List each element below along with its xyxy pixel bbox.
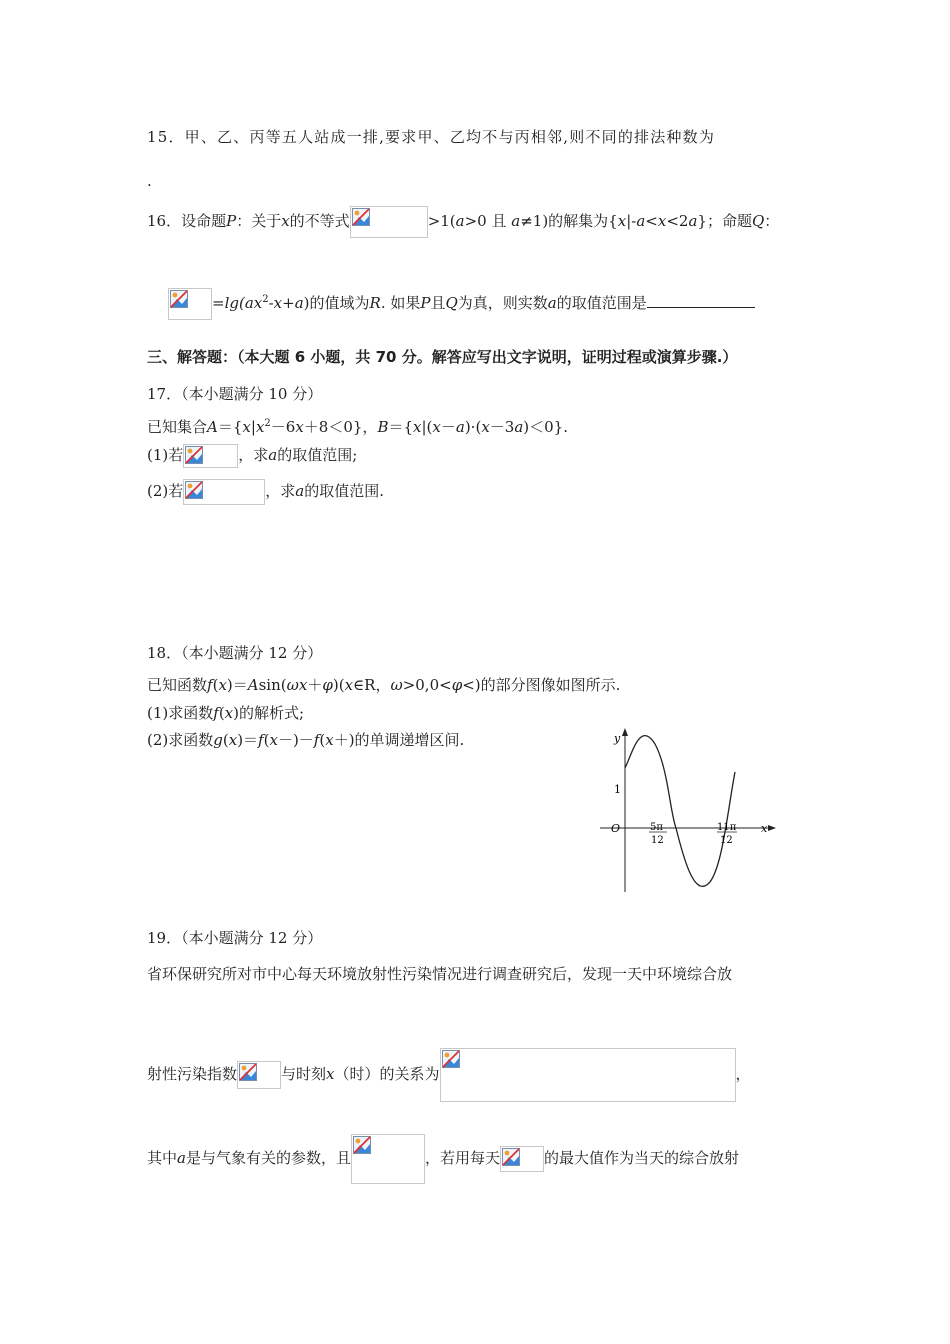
index-image — [237, 1061, 281, 1089]
q18-header: 18．（本小题满分 12 分） — [147, 644, 323, 662]
tick-5pi-num: 5π — [650, 822, 663, 833]
y-axis-arrow — [622, 728, 628, 736]
q15-tail: . — [147, 172, 152, 190]
q15-text: 15．甲、乙、丙等五人站成一排,要求甲、乙均不与丙相邻,则不同的排法种数为 — [147, 128, 716, 146]
q19-line3: 其中a是与气象有关的参数，且 ，若用每天 的最大值作为当天的综合放射 — [147, 1134, 739, 1184]
q18-stem: 已知函数f(x)＝Asin(ωx＋φ)(x∈R，ω>0,0<φ<)的部分图像如图所示. — [147, 676, 621, 694]
relation-formula-image — [440, 1048, 736, 1102]
broken-image-icon — [185, 446, 203, 464]
sine-curve — [625, 736, 735, 887]
q17-stem: 已知集合$A=\{x|x^2-6x+8<0\}$，B＝{x|(x－a)·(x－3a)＜0}. — [147, 418, 568, 436]
q16-line1: 16．设命题P：关于x的不等式 >1(a>0 且 a≠1)的解集为{x|-a<x<2a}；命题Q： — [147, 206, 779, 238]
y-tick-1: 1 — [614, 783, 621, 796]
broken-image-icon — [352, 208, 370, 226]
q15-line — [147, 126, 715, 148]
function-image — [168, 288, 212, 320]
broken-image-icon — [442, 1050, 460, 1068]
tick-5pi-den: 12 — [651, 835, 664, 846]
q18-part1: (1)求函数f(x)的解析式; — [147, 704, 305, 722]
parameter-range-image — [351, 1134, 425, 1184]
q17-part1: (1)若 ，求a的取值范围; — [147, 444, 357, 468]
section-heading: 三、解答题：（本大题 6 小题，共 70 分。解答应写出文字说明，证明过程或演算步骤.） — [147, 348, 738, 366]
function-symbol-image — [500, 1146, 544, 1172]
q18-part2: (2)求函数g(x)＝f(x－)－f(x＋)的单调递增区间. — [147, 731, 465, 749]
q17-header: 17．（本小题满分 10 分） — [147, 385, 323, 403]
broken-image-icon — [239, 1063, 257, 1081]
x-axis-arrow — [768, 825, 776, 831]
broken-image-icon — [353, 1136, 371, 1154]
q19-header: 19．（本小题满分 12 分） — [147, 929, 323, 947]
broken-image-icon — [502, 1148, 520, 1166]
broken-image-icon — [170, 290, 188, 308]
inequality-image — [350, 206, 428, 238]
x-axis-label: x — [761, 822, 768, 835]
q17-part2: (2)若 ，求a的取值范围. — [147, 479, 384, 505]
q16-line2: $=\lg(ax^2-x+a)$的值域为R. 如果P且Q为真，则实数a的取值范围是 — [168, 288, 755, 320]
y-axis-label: y — [614, 732, 621, 745]
tick-11pi-den: 12 — [720, 835, 733, 846]
condition-image-1 — [183, 444, 238, 468]
answer-blank[interactable] — [647, 291, 755, 308]
sine-graph — [590, 724, 780, 896]
q19-line1: 省环保研究所对市中心每天环境放射性污染情况进行调查研究后，发现一天中环境综合放 — [147, 965, 733, 983]
tick-11pi-num: 11π — [717, 822, 737, 833]
broken-image-icon — [185, 481, 203, 499]
origin-label: O — [611, 822, 621, 835]
condition-image-2 — [183, 479, 265, 505]
q19-line2: 射性污染指数 与时刻x（时）的关系为 ， — [147, 1048, 751, 1102]
